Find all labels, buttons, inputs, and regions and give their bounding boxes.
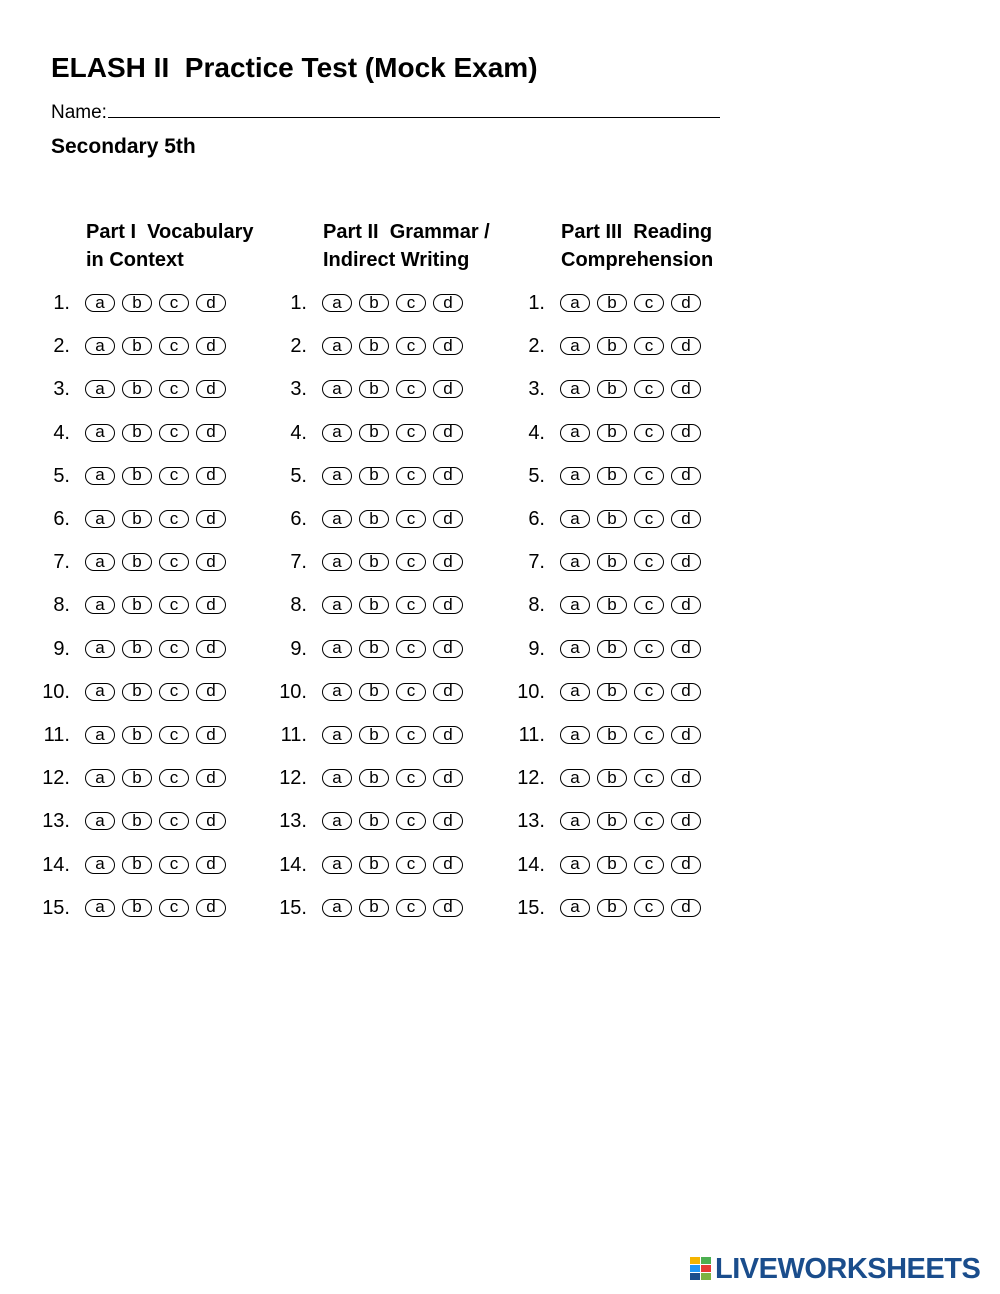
- answer-bubble-b[interactable]: b: [122, 683, 152, 701]
- answer-bubble-d[interactable]: d: [433, 596, 463, 614]
- answer-bubble-b[interactable]: b: [597, 856, 627, 874]
- name-field-row: [51, 98, 720, 124]
- answer-bubble-c[interactable]: c: [159, 683, 189, 701]
- question-row: [503, 853, 708, 877]
- answer-bubble-b[interactable]: b: [122, 640, 152, 658]
- answer-bubble-c[interactable]: c: [396, 899, 426, 917]
- answer-bubble-c[interactable]: c: [396, 510, 426, 528]
- question-number: 3.: [290, 378, 307, 401]
- answer-bubble-c[interactable]: c: [634, 726, 664, 744]
- answer-bubble-b[interactable]: b: [122, 553, 152, 571]
- answer-bubble-d[interactable]: d: [433, 424, 463, 442]
- question-number: 14.: [517, 853, 545, 876]
- answer-bubble-c[interactable]: c: [396, 769, 426, 787]
- answer-bubble-b[interactable]: b: [597, 337, 627, 355]
- answer-bubble-d[interactable]: d: [196, 640, 226, 658]
- answer-bubble-d[interactable]: d: [196, 510, 226, 528]
- answer-bubble-a[interactable]: a: [560, 899, 590, 917]
- answer-bubble-b[interactable]: b: [597, 510, 627, 528]
- answer-bubble-c[interactable]: c: [634, 899, 664, 917]
- answer-bubble-a[interactable]: a: [322, 553, 352, 571]
- answer-bubble-c[interactable]: c: [159, 812, 189, 830]
- answer-bubble-c[interactable]: c: [396, 294, 426, 312]
- answer-bubble-a[interactable]: a: [560, 553, 590, 571]
- answer-bubble-c[interactable]: c: [634, 294, 664, 312]
- answer-bubble-c[interactable]: c: [159, 294, 189, 312]
- question-row: [503, 593, 708, 617]
- question-number: 9.: [53, 637, 70, 660]
- answer-bubble-b[interactable]: b: [359, 856, 389, 874]
- question-number: 11.: [518, 724, 545, 746]
- question-number: 1.: [528, 292, 545, 314]
- answer-bubble-c[interactable]: c: [634, 769, 664, 787]
- question-row: [503, 421, 708, 445]
- answer-bubble-d[interactable]: d: [196, 294, 226, 312]
- answer-bubble-c[interactable]: c: [396, 424, 426, 442]
- answer-bubble-c[interactable]: c: [159, 380, 189, 398]
- answer-bubble-b[interactable]: b: [122, 424, 152, 442]
- name-label: Name:: [51, 102, 107, 123]
- answer-bubble-b[interactable]: b: [597, 596, 627, 614]
- answer-bubble-d[interactable]: d: [671, 812, 701, 830]
- answer-bubble-d[interactable]: d: [433, 640, 463, 658]
- answer-bubble-b[interactable]: b: [359, 424, 389, 442]
- answer-bubble-b[interactable]: b: [122, 294, 152, 312]
- question-row: [265, 507, 470, 531]
- question-number: 6.: [53, 508, 70, 530]
- question-number: 10.: [42, 680, 70, 703]
- answer-bubble-a[interactable]: a: [560, 812, 590, 830]
- answer-bubble-c[interactable]: c: [159, 553, 189, 571]
- answer-bubble-b[interactable]: b: [122, 726, 152, 744]
- answer-bubble-a[interactable]: a: [322, 769, 352, 787]
- answer-bubble-a[interactable]: a: [322, 380, 352, 398]
- question-row: [265, 853, 470, 877]
- question-number: 14.: [279, 853, 307, 876]
- answer-bubble-b[interactable]: b: [597, 683, 627, 701]
- answer-bubble-a[interactable]: a: [560, 683, 590, 701]
- question-number: 9.: [528, 637, 545, 660]
- question-number: 7.: [53, 551, 70, 574]
- answer-bubble-b[interactable]: b: [359, 683, 389, 701]
- answer-bubble-b[interactable]: b: [597, 899, 627, 917]
- answer-bubble-b[interactable]: b: [122, 337, 152, 355]
- answer-bubble-a[interactable]: a: [85, 294, 115, 312]
- question-row: [28, 853, 233, 877]
- answer-bubble-b[interactable]: b: [597, 467, 627, 485]
- answer-bubble-d[interactable]: d: [433, 856, 463, 874]
- answer-bubble-a[interactable]: a: [560, 467, 590, 485]
- question-row: [28, 593, 233, 617]
- answer-bubble-b[interactable]: b: [359, 769, 389, 787]
- answer-bubble-c[interactable]: c: [396, 683, 426, 701]
- answer-bubble-c[interactable]: c: [396, 596, 426, 614]
- answer-bubble-d[interactable]: d: [671, 337, 701, 355]
- answer-bubble-a[interactable]: a: [85, 337, 115, 355]
- question-number: 10.: [279, 680, 307, 703]
- question-row: [503, 291, 708, 315]
- answer-bubble-b[interactable]: b: [122, 812, 152, 830]
- question-row: [265, 377, 470, 401]
- answer-bubble-c[interactable]: c: [634, 596, 664, 614]
- answer-bubble-c[interactable]: c: [634, 812, 664, 830]
- answer-bubble-c[interactable]: c: [159, 510, 189, 528]
- answer-bubble-d[interactable]: d: [671, 380, 701, 398]
- answer-bubble-d[interactable]: d: [196, 337, 226, 355]
- answer-bubble-d[interactable]: d: [196, 683, 226, 701]
- question-number: 4.: [290, 421, 307, 444]
- answer-bubble-a[interactable]: a: [85, 726, 115, 744]
- question-number: 6.: [290, 508, 307, 530]
- question-number: 6.: [528, 508, 545, 530]
- answer-bubble-b[interactable]: b: [359, 337, 389, 355]
- question-row: [265, 550, 470, 574]
- answer-bubble-d[interactable]: d: [671, 899, 701, 917]
- question-row: [265, 291, 470, 315]
- answer-bubble-a[interactable]: a: [560, 337, 590, 355]
- answer-bubble-b[interactable]: b: [597, 380, 627, 398]
- answer-bubble-c[interactable]: c: [396, 337, 426, 355]
- answer-bubble-a[interactable]: a: [322, 337, 352, 355]
- answer-bubble-d[interactable]: d: [433, 769, 463, 787]
- answer-bubble-c[interactable]: c: [634, 856, 664, 874]
- answer-bubble-a[interactable]: a: [322, 726, 352, 744]
- answer-bubble-a[interactable]: a: [560, 596, 590, 614]
- question-number: 12.: [517, 767, 545, 790]
- question-number: 10.: [517, 680, 545, 703]
- answer-bubble-b[interactable]: b: [597, 812, 627, 830]
- answer-bubble-d[interactable]: d: [671, 294, 701, 312]
- liveworksheets-logo-text: LIVEWORKSHEETS: [715, 1253, 981, 1285]
- answer-bubble-d[interactable]: d: [671, 769, 701, 787]
- question-row: [28, 334, 233, 358]
- answer-bubble-c[interactable]: c: [159, 596, 189, 614]
- question-number: 14.: [42, 853, 70, 876]
- liveworksheets-logo-icon: [690, 1257, 712, 1281]
- question-row: [503, 680, 708, 704]
- answer-bubble-c[interactable]: c: [396, 856, 426, 874]
- question-row: [28, 377, 233, 401]
- question-number: 4.: [528, 421, 545, 444]
- answer-bubble-c[interactable]: c: [634, 683, 664, 701]
- answer-bubble-b[interactable]: b: [359, 596, 389, 614]
- question-row: [28, 291, 233, 315]
- answer-bubble-a[interactable]: a: [322, 467, 352, 485]
- question-row: [503, 723, 708, 747]
- question-row: [265, 593, 470, 617]
- answer-bubble-d[interactable]: d: [671, 510, 701, 528]
- question-number: 13.: [42, 810, 70, 833]
- answer-bubble-a[interactable]: a: [85, 683, 115, 701]
- question-number: 3.: [528, 378, 545, 401]
- answer-bubble-d[interactable]: d: [196, 424, 226, 442]
- answer-bubble-a[interactable]: a: [85, 640, 115, 658]
- answer-bubble-b[interactable]: b: [597, 726, 627, 744]
- answer-bubble-a[interactable]: a: [85, 856, 115, 874]
- question-number: 3.: [53, 378, 70, 401]
- answer-bubble-d[interactable]: d: [433, 467, 463, 485]
- question-row: [503, 637, 708, 661]
- answer-bubble-c[interactable]: c: [634, 337, 664, 355]
- question-number: 12.: [42, 767, 70, 790]
- question-row: [503, 377, 708, 401]
- question-number: 15.: [42, 896, 70, 919]
- answer-bubble-c[interactable]: c: [396, 640, 426, 658]
- answer-bubble-c[interactable]: c: [159, 640, 189, 658]
- answer-bubble-d[interactable]: d: [671, 683, 701, 701]
- question-row: [503, 334, 708, 358]
- question-row: [503, 809, 708, 833]
- question-number: 7.: [290, 551, 307, 574]
- answer-bubble-d[interactable]: d: [196, 467, 226, 485]
- answer-bubble-d[interactable]: d: [196, 812, 226, 830]
- answer-bubble-a[interactable]: a: [85, 510, 115, 528]
- question-row: [503, 507, 708, 531]
- answer-bubble-a[interactable]: a: [322, 294, 352, 312]
- part-heading: Part III Reading Comprehension: [561, 221, 714, 271]
- answer-bubble-a[interactable]: a: [322, 812, 352, 830]
- answer-bubble-d[interactable]: d: [196, 769, 226, 787]
- question-number: 4.: [53, 421, 70, 444]
- answer-bubble-a[interactable]: a: [560, 510, 590, 528]
- answer-bubble-a[interactable]: a: [322, 510, 352, 528]
- answer-bubble-d[interactable]: d: [196, 726, 226, 744]
- question-row: [503, 550, 708, 574]
- question-row: [28, 464, 233, 488]
- answer-bubble-b[interactable]: b: [359, 726, 389, 744]
- answer-bubble-a[interactable]: a: [322, 640, 352, 658]
- question-row: [265, 766, 470, 790]
- answer-bubble-b[interactable]: b: [359, 294, 389, 312]
- question-row: [28, 421, 233, 445]
- answer-bubble-b[interactable]: b: [597, 769, 627, 787]
- answer-bubble-c[interactable]: c: [634, 380, 664, 398]
- answer-bubble-c[interactable]: c: [396, 553, 426, 571]
- question-number: 11.: [280, 724, 307, 746]
- answer-bubble-b[interactable]: b: [359, 899, 389, 917]
- answer-bubble-a[interactable]: a: [322, 596, 352, 614]
- question-row: [28, 723, 233, 747]
- answer-bubble-c[interactable]: c: [159, 467, 189, 485]
- question-row: [265, 421, 470, 445]
- answer-bubble-a[interactable]: a: [322, 424, 352, 442]
- answer-bubble-a[interactable]: a: [560, 380, 590, 398]
- question-number: 2.: [528, 335, 545, 358]
- answer-bubble-d[interactable]: d: [196, 596, 226, 614]
- answer-bubble-b[interactable]: b: [359, 467, 389, 485]
- answer-bubble-b[interactable]: b: [122, 899, 152, 917]
- answer-bubble-a[interactable]: a: [560, 294, 590, 312]
- answer-bubble-c[interactable]: c: [396, 812, 426, 830]
- question-number: 15.: [517, 896, 545, 919]
- answer-bubble-c[interactable]: c: [634, 424, 664, 442]
- question-number: 5.: [53, 464, 70, 487]
- answer-bubble-b[interactable]: b: [359, 510, 389, 528]
- answer-bubble-d[interactable]: d: [196, 856, 226, 874]
- answer-bubble-c[interactable]: c: [634, 553, 664, 571]
- answer-bubble-a[interactable]: a: [322, 856, 352, 874]
- question-number: 5.: [290, 464, 307, 487]
- question-row: [28, 766, 233, 790]
- answer-bubble-a[interactable]: a: [85, 553, 115, 571]
- answer-bubble-c[interactable]: c: [634, 640, 664, 658]
- question-row: [503, 896, 708, 920]
- answer-bubble-b[interactable]: b: [122, 769, 152, 787]
- question-number: 5.: [528, 464, 545, 487]
- question-row: [265, 723, 470, 747]
- question-row: [28, 550, 233, 574]
- question-row: [265, 809, 470, 833]
- answer-bubble-d[interactable]: d: [671, 596, 701, 614]
- question-number: 15.: [279, 896, 307, 919]
- answer-bubble-a[interactable]: a: [560, 726, 590, 744]
- answer-bubble-c[interactable]: c: [159, 899, 189, 917]
- answer-bubble-d[interactable]: d: [433, 510, 463, 528]
- answer-bubble-d[interactable]: d: [433, 683, 463, 701]
- answer-bubble-d[interactable]: d: [196, 380, 226, 398]
- answer-bubble-a[interactable]: a: [85, 596, 115, 614]
- answer-bubble-d[interactable]: d: [433, 337, 463, 355]
- question-number: 2.: [290, 335, 307, 358]
- answer-bubble-a[interactable]: a: [85, 380, 115, 398]
- question-number: 13.: [279, 810, 307, 833]
- answer-bubble-b[interactable]: b: [359, 553, 389, 571]
- answer-bubble-c[interactable]: c: [634, 467, 664, 485]
- question-row: [28, 507, 233, 531]
- answer-bubble-b[interactable]: b: [122, 510, 152, 528]
- answer-bubble-d[interactable]: d: [671, 424, 701, 442]
- answer-bubble-d[interactable]: d: [433, 899, 463, 917]
- liveworksheets-logo: [690, 1254, 980, 1284]
- answer-bubble-a[interactable]: a: [85, 769, 115, 787]
- grade-level: Secondary 5th: [51, 135, 196, 158]
- page-title: ELASH II Practice Test (Mock Exam): [51, 52, 538, 83]
- answer-bubble-d[interactable]: d: [433, 812, 463, 830]
- part-heading: Part II Grammar / Indirect Writing: [323, 221, 490, 271]
- name-input-line[interactable]: [108, 98, 720, 118]
- answer-bubble-b[interactable]: b: [359, 812, 389, 830]
- answer-bubble-c[interactable]: c: [159, 726, 189, 744]
- question-number: 8.: [290, 594, 307, 617]
- answer-bubble-d[interactable]: d: [671, 467, 701, 485]
- question-number: 9.: [290, 637, 307, 660]
- answer-bubble-a[interactable]: a: [85, 899, 115, 917]
- answer-bubble-d[interactable]: d: [433, 553, 463, 571]
- answer-bubble-a[interactable]: a: [322, 899, 352, 917]
- answer-bubble-d[interactable]: d: [671, 553, 701, 571]
- part-heading: Part I Vocabulary in Context: [86, 221, 254, 271]
- answer-bubble-a[interactable]: a: [85, 812, 115, 830]
- question-row: [28, 896, 233, 920]
- answer-bubble-d[interactable]: d: [433, 726, 463, 744]
- question-row: [28, 637, 233, 661]
- answer-bubble-a[interactable]: a: [560, 769, 590, 787]
- question-number: 2.: [53, 335, 70, 358]
- question-number: 13.: [517, 810, 545, 833]
- answer-bubble-a[interactable]: a: [560, 424, 590, 442]
- question-number: 11.: [43, 724, 70, 746]
- question-number: 8.: [53, 594, 70, 617]
- answer-bubble-d[interactable]: d: [671, 640, 701, 658]
- answer-bubble-b[interactable]: b: [122, 596, 152, 614]
- question-row: [265, 464, 470, 488]
- question-number: 8.: [528, 594, 545, 617]
- answer-bubble-d[interactable]: d: [196, 553, 226, 571]
- answer-bubble-b[interactable]: b: [122, 467, 152, 485]
- answer-bubble-b[interactable]: b: [359, 380, 389, 398]
- answer-bubble-a[interactable]: a: [560, 856, 590, 874]
- question-number: 1.: [53, 292, 70, 314]
- answer-bubble-c[interactable]: c: [159, 337, 189, 355]
- answer-bubble-d[interactable]: d: [671, 856, 701, 874]
- answer-bubble-c[interactable]: c: [159, 856, 189, 874]
- answer-bubble-c[interactable]: c: [396, 726, 426, 744]
- answer-bubble-d[interactable]: d: [433, 380, 463, 398]
- question-row: [503, 464, 708, 488]
- question-row: [265, 637, 470, 661]
- answer-bubble-b[interactable]: b: [122, 856, 152, 874]
- answer-bubble-b[interactable]: b: [597, 294, 627, 312]
- question-row: [28, 809, 233, 833]
- answer-bubble-b[interactable]: b: [359, 640, 389, 658]
- answer-bubble-d[interactable]: d: [433, 294, 463, 312]
- answer-bubble-c[interactable]: c: [159, 769, 189, 787]
- answer-bubble-a[interactable]: a: [560, 640, 590, 658]
- answer-bubble-c[interactable]: c: [396, 467, 426, 485]
- question-row: [265, 334, 470, 358]
- question-row: [28, 680, 233, 704]
- answer-bubble-d[interactable]: d: [196, 899, 226, 917]
- question-number: 7.: [528, 551, 545, 574]
- question-row: [265, 680, 470, 704]
- answer-bubble-a[interactable]: a: [85, 467, 115, 485]
- question-number: 1.: [290, 292, 307, 314]
- answer-bubble-c[interactable]: c: [396, 380, 426, 398]
- answer-bubble-c[interactable]: c: [159, 424, 189, 442]
- answer-bubble-b[interactable]: b: [597, 640, 627, 658]
- answer-bubble-b[interactable]: b: [597, 553, 627, 571]
- answer-bubble-a[interactable]: a: [85, 424, 115, 442]
- question-row: [503, 766, 708, 790]
- answer-bubble-a[interactable]: a: [322, 683, 352, 701]
- answer-bubble-c[interactable]: c: [634, 510, 664, 528]
- answer-bubble-b[interactable]: b: [597, 424, 627, 442]
- answer-bubble-b[interactable]: b: [122, 380, 152, 398]
- answer-bubble-d[interactable]: d: [671, 726, 701, 744]
- question-number: 12.: [279, 767, 307, 790]
- question-row: [265, 896, 470, 920]
